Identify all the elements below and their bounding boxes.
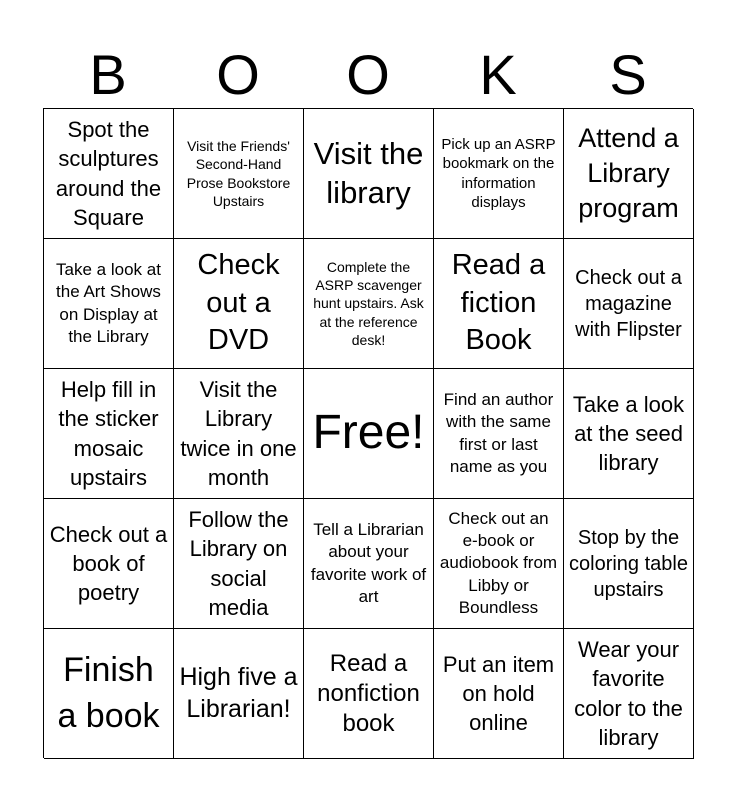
bingo-cell-r3-c1[interactable]: [174, 499, 304, 629]
cell-text: Finish a book: [57, 650, 160, 735]
cell-text: Find an author with the same first or last name as you: [443, 390, 554, 476]
bingo-cell-r2-c4[interactable]: [564, 369, 694, 499]
bingo-cell-r3-c0[interactable]: [44, 499, 174, 629]
bingo-cell-r4-c1[interactable]: [174, 629, 304, 759]
cell-text: Take a look at the Art Shows on Display at the Library: [56, 260, 161, 346]
bingo-cell-r1-c2[interactable]: [304, 239, 434, 369]
cell-text: Spot the sculptures around the Square: [55, 117, 162, 230]
bingo-cell-r1-c1[interactable]: [174, 239, 304, 369]
cell-text: Complete the ASRP scavenger hunt upstairs. Ask at the reference desk!: [313, 259, 424, 348]
bingo-board: [43, 108, 693, 758]
cell-text: Stop by the coloring table upstairs: [569, 526, 688, 601]
cell-text: Read a fiction Book: [451, 248, 546, 357]
bingo-cell-r3-c2[interactable]: [304, 499, 434, 629]
bingo-cell-r4-c3[interactable]: [434, 629, 564, 759]
cell-text: Tell a Librarian about your favorite work of art: [310, 520, 427, 606]
bingo-cell-free[interactable]: [304, 369, 434, 499]
header-letter-s: S: [609, 43, 647, 106]
bingo-cell-r0-c0[interactable]: [44, 109, 174, 239]
bingo-header: [43, 42, 693, 108]
bingo-cell-r0-c1[interactable]: [174, 109, 304, 239]
bingo-cell-r0-c2[interactable]: [304, 109, 434, 239]
bingo-cell-r2-c1[interactable]: [174, 369, 304, 499]
cell-text: Attend a Library program: [578, 122, 679, 224]
cell-text: Follow the Library on social media: [188, 507, 289, 620]
cell-text: Read a nonfiction book: [317, 649, 420, 737]
cell-text: Free!: [312, 406, 425, 460]
cell-text: Put an item on hold online: [442, 651, 555, 736]
bingo-cell-r1-c4[interactable]: [564, 239, 694, 369]
header-letter-b: B: [89, 43, 127, 106]
cell-text: Visit the Friends' Second-Hand Prose Bookstore Upstairs: [186, 138, 291, 209]
cell-text: Pick up an ASRP bookmark on the information displays: [441, 135, 556, 211]
bingo-cell-r0-c3[interactable]: [434, 109, 564, 239]
cell-text: Check out a book of poetry: [49, 521, 168, 606]
cell-text: Check out a magazine with Flipster: [575, 266, 682, 341]
bingo-cell-r3-c3[interactable]: [434, 499, 564, 629]
bingo-cell-r4-c2[interactable]: [304, 629, 434, 759]
bingo-cell-r2-c3[interactable]: [434, 369, 564, 499]
bingo-cell-r1-c3[interactable]: [434, 239, 564, 369]
bingo-cell-r4-c4[interactable]: [564, 629, 694, 759]
cell-text: Visit the Library twice in one month: [180, 377, 297, 490]
bingo-cell-r1-c0[interactable]: [44, 239, 174, 369]
bingo-cell-r2-c0[interactable]: [44, 369, 174, 499]
bingo-cell-r4-c0[interactable]: [44, 629, 174, 759]
cell-text: Check out an e-book or audiobook from Libby or Boundless: [439, 509, 558, 617]
cell-text: Take a look at the seed library: [572, 391, 685, 476]
bingo-cell-r3-c4[interactable]: [564, 499, 694, 629]
cell-text: Check out a DVD: [197, 248, 280, 357]
bingo-cell-r0-c4[interactable]: [564, 109, 694, 239]
cell-text: High five a Librarian!: [179, 663, 298, 723]
header-letter-k: K: [479, 43, 517, 106]
header-letter-o1: O: [216, 43, 260, 106]
cell-text: Visit the library: [313, 135, 424, 210]
cell-text: Help fill in the sticker mosaic upstairs: [58, 377, 159, 490]
cell-text: Wear your favorite color to the library: [574, 637, 683, 750]
header-letter-o2: O: [346, 43, 390, 106]
